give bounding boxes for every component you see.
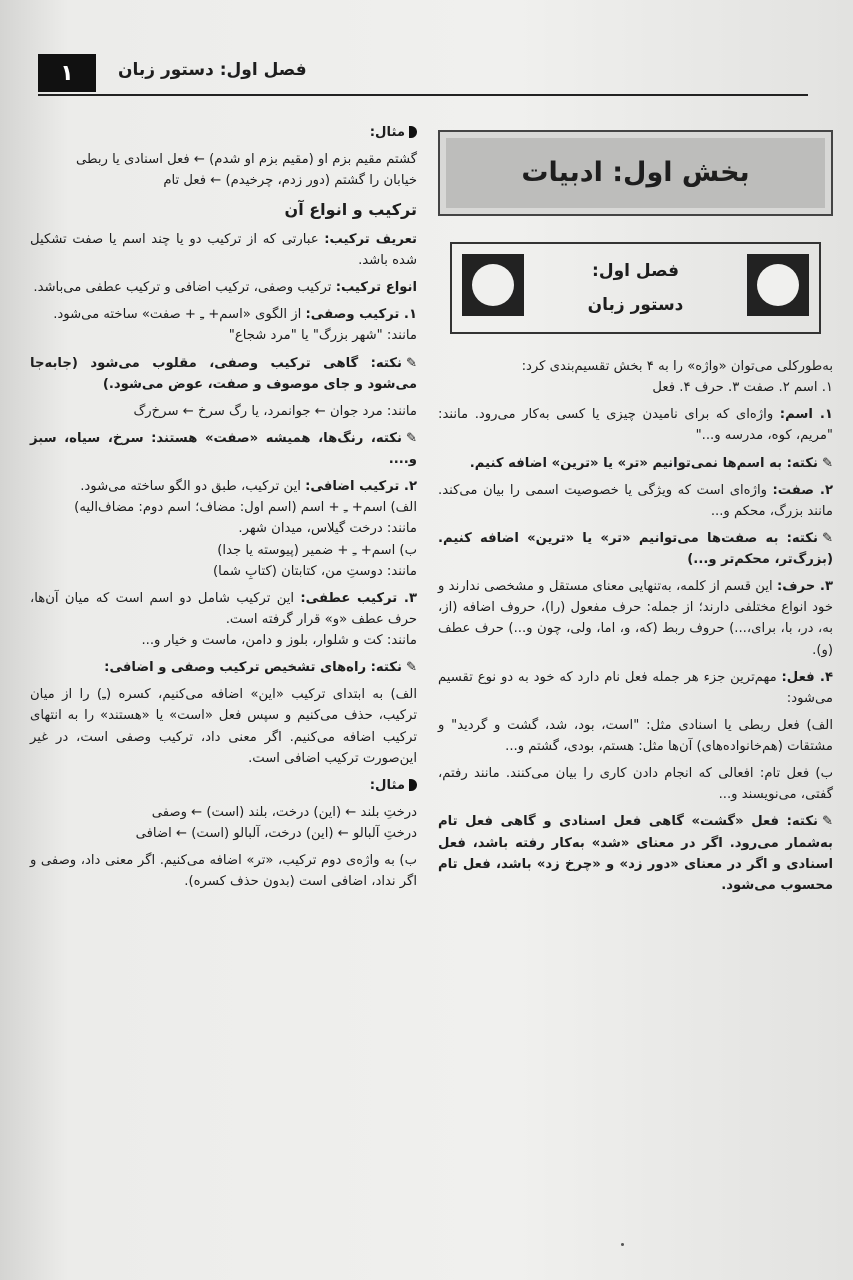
compound-heading: ترکیب و انواع آن: [284, 200, 417, 220]
left-column: [30, 122, 417, 898]
page-speck: [621, 1243, 624, 1246]
pencil-icon: ✎: [821, 455, 833, 471]
compound-definition: تعریف ترکیب: عبارتی که از ترکیب دو یا چند اسم یا صفت تشکیل شده باشد.: [30, 231, 417, 269]
section-title: بخش اول: ادبیات: [521, 157, 750, 189]
descriptive-compound: ۱. ترکیب وصفی: از الگوی «اسم+ ـِ + صفت» ساخته می‌شود. مانند: "شهر بزرگ" یا "مرد شجاع": [53, 307, 417, 344]
rule-a: الف) به ابتدای ترکیب «این» اضافه می‌کنیم، کسره (ـِ) را از میان ترکیب، حذف می‌کنیم و سپس فعل «است» یا «هستند» را به انتهای ترکیب اضافه می‌کنیم. اگر معنی داد، ترکیب وصفی است، در غیر این‌صورت ترکیب اضافی است.: [30, 687, 417, 766]
right-column: [438, 130, 833, 902]
coordinate-compound: ۳. ترکیب عطفی: این ترکیب شامل دو اسم است که میان آن‌ها، حرف عطف «و» قرار گرفته است. مانند: کت و شلوار، بلوز و دامن، ماست و خیار و...: [30, 590, 417, 649]
example-marker-icon: [409, 779, 417, 791]
chapter-title-box: [450, 242, 821, 334]
pencil-icon: ✎: [821, 530, 833, 546]
adjective-definition: ۲. صفت: واژه‌ای است که ویژگی یا خصوصیت اسمی را بیان می‌کند. مانند بزرگ، محکم و...: [438, 482, 833, 519]
page-number: ۱: [38, 54, 96, 92]
inverted-example: مانند: مرد جوان ← جوانمرد، یا رگ سرخ ← سرخ‌رگ: [133, 403, 417, 419]
example-label: مثال:: [30, 122, 417, 143]
note-inverted: ✎نکته: گاهی ترکیب وصفی، مقلوب می‌شود (جابه‌جا می‌شود و جای موصوف و صفت، عوض می‌شود.): [30, 353, 417, 395]
compound-types: انواع ترکیب: ترکیب وصفی، ترکیب اضافی و ترکیب عطفی می‌باشد.: [33, 280, 417, 296]
note-colors: ✎نکته، رنگ‌ها، همیشه «صفت» هستند: سرخ، سیاه، سبز و....: [30, 428, 417, 470]
circle-ornament-icon: [462, 254, 524, 316]
pencil-icon: ✎: [821, 814, 833, 830]
note-distinguish: ✎نکته: راه‌های تشخیص ترکیب وصفی و اضافی:: [30, 657, 417, 678]
example-lines: گشتم مقیم بزم او (مقیم بزم او شدم) ← فعل اسنادی یا ربطی خیابان را گشتم (دور زدم، چرخیدم) ← فعل تام: [76, 152, 417, 189]
word-parts-list: ۱. اسم ۲. صفت ۳. حرف ۴. فعل: [652, 380, 833, 396]
chapter-name: دستور زبان: [587, 295, 684, 315]
section-title-box: [438, 130, 833, 216]
note-adjective: ✎نکته: به صفت‌ها می‌توانیم «تر» یا «ترین» اضافه کنیم. (بزرگ‌تر، محکم‌تر و...): [438, 528, 833, 570]
pencil-icon: ✎: [405, 660, 417, 676]
verb-linking: الف) فعل ربطی یا اسنادی مثل: "است، بود، شد، گشت و گردید" و مشتقات (هم‌خانواده‌های) آن‌ها مثل: هستم، بودی، گشتم و...: [438, 717, 833, 754]
noun-definition: ۱. اسم: واژه‌ای که برای نامیدن چیزی یا کسی به‌کار می‌رود. مانند: "مریم، کوه، مدرسه و...": [438, 407, 833, 444]
intro-text: به‌طورکلی می‌توان «واژه» را به ۴ بخش تقسیم‌بندی کرد: ۱. اسم ۲. صفت ۳. حرف ۴. فعل: [521, 359, 833, 396]
pencil-icon: ✎: [405, 355, 417, 371]
verb-complete: ب) فعل تام: افعالی که انجام دادن کاری را بیان می‌کنند. مانند رفتم، گفتی، می‌نویسند و...: [438, 766, 833, 803]
chapter-label: فصل اول:: [592, 261, 679, 281]
page-header: [38, 48, 808, 96]
example-lines-2: درختِ بلند ← (این) درخت، بلند (است) ← وصفی درختِ آلبالو ← (این) درخت، آلبالو (است) ← اضافی: [135, 804, 417, 842]
example-marker-icon: [409, 126, 417, 138]
rule-b: ب) به واژه‌ی دوم ترکیب، «تر» اضافه می‌کنیم. اگر معنی داد، وصفی و اگر نداد، اضافی است (بدون حذف کسره).: [30, 853, 417, 890]
circle-ornament-icon: [747, 254, 809, 316]
pencil-icon: ✎: [405, 430, 417, 446]
letter-definition: ۳. حرف: این قسم از کلمه، به‌تنهایی معنای مستقل و مشخصی ندارند و خود انواع مختلفی دارند؛ از جمله: حرف مفعول (را)، حروف اضافه (از، به، در، با، برای،...) حروف ربط (که، و، اما، ولی، چون و...) حرف عطف (و).: [438, 579, 833, 658]
running-chapter-title: فصل اول: دستور زبان: [118, 60, 307, 80]
note-gasht: ✎نکته: فعل «گشت» گاهی فعل اسنادی و گاهی فعل تام به‌شمار می‌رود. اگر در معنای «شد» به‌کار رفته باشد، فعل اسنادی و اگر در معنای «دور زد» و «چرخ زد» باشد، فعل تام محسوب می‌شود.: [438, 811, 833, 896]
verb-definition: ۴. فعل: مهم‌ترین جزء هر جمله فعل نام دارد که خود به دو نوع تقسیم می‌شود:: [438, 669, 833, 706]
possessive-compound: ۲. ترکیب اضافی: این ترکیب، طبق دو الگو ساخته می‌شود. الف) اسم+ ـِ + اسم (اسم اول: مضاف؛ اسم دوم: مضاف‌الیه) مانند: درخت گیلاس، میدان شهر. ب) اسم+ ـِ + ضمیر (پیوسته یا جدا) مانند: دوستِ من، کتابتان (کتابِ شما): [74, 479, 417, 579]
note-noun: ✎نکته: به اسم‌ها نمی‌توانیم «تر» یا «ترین» اضافه کنیم.: [438, 453, 833, 474]
example-label-2: مثال:: [30, 775, 417, 796]
